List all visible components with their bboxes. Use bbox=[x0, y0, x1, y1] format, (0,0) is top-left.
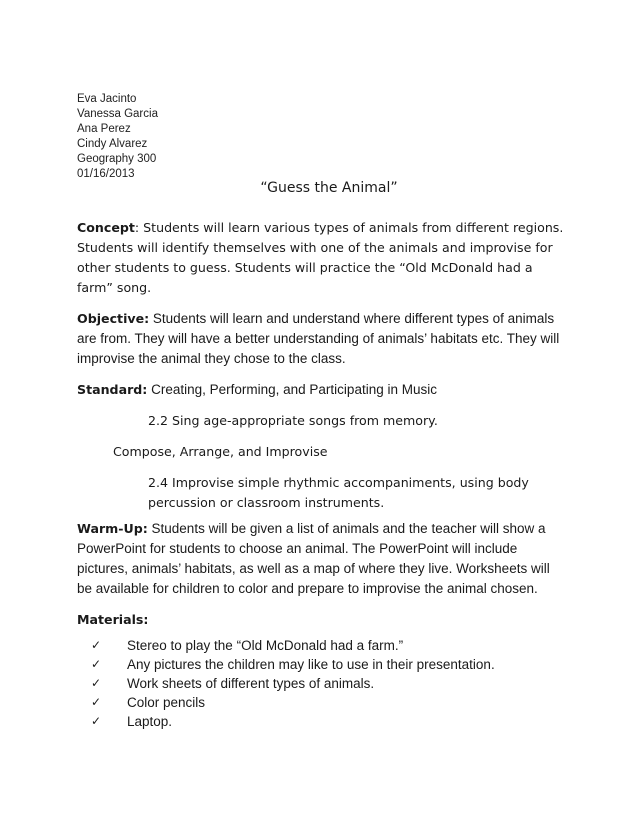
concept-label: Concept bbox=[77, 220, 135, 235]
objective-text: Students will learn and understand where different types of animals are from. They will have a better understanding of animals’ habitats etc. They will improvise the animal they chose to the class. bbox=[77, 311, 560, 366]
objective-label: Objective: bbox=[77, 311, 150, 326]
objective-paragraph bbox=[77, 309, 567, 369]
materials-heading bbox=[77, 610, 567, 630]
list-item bbox=[91, 636, 567, 655]
author-header bbox=[77, 92, 158, 182]
standard-paragraph bbox=[77, 380, 567, 400]
check-mark-icon: ✓ bbox=[91, 638, 102, 652]
author-line: Eva Jacinto bbox=[77, 93, 137, 105]
list-item bbox=[91, 655, 567, 674]
list-item bbox=[91, 693, 567, 712]
date-line: 01/16/2013 bbox=[77, 168, 135, 180]
standard-sub-heading: Compose, Arrange, and Improvise bbox=[113, 444, 328, 459]
document-body bbox=[77, 218, 567, 731]
check-mark-icon: ✓ bbox=[91, 657, 102, 671]
standard-label: Standard: bbox=[77, 382, 148, 397]
check-mark-icon: ✓ bbox=[91, 676, 102, 690]
author-line: Vanessa Garcia bbox=[77, 108, 158, 120]
concept-paragraph bbox=[77, 218, 567, 298]
list-item-text: Any pictures the children may like to use in their presentation. bbox=[127, 657, 495, 672]
standard-text: Creating, Performing, and Participating in Music bbox=[147, 382, 437, 397]
list-item bbox=[91, 712, 567, 731]
author-line: Cindy Alvarez bbox=[77, 138, 148, 150]
standard-item-2-2: 2.2 Sing age-appropriate songs from memory. bbox=[148, 413, 438, 428]
list-item-text: Color pencils bbox=[127, 695, 206, 710]
warmup-text: Students will be given a list of animals and the teacher will show a PowerPoint for students to choose an animal. The PowerPoint will include pictures, animals’ habitats, as well as a map of where they live. Worksheets will be available for children to color and prepare to improvise the animal chosen. bbox=[77, 521, 550, 596]
warmup-label: Warm-Up: bbox=[77, 521, 148, 536]
check-mark-icon: ✓ bbox=[91, 714, 102, 728]
standard-item-2-4: 2.4 Improvise simple rhythmic accompaniments, using body percussion or classroom instruments. bbox=[148, 475, 529, 510]
document-title: “Guess the Animal” bbox=[260, 180, 398, 196]
warmup-paragraph bbox=[77, 519, 567, 599]
course-line: Geography 300 bbox=[77, 153, 157, 165]
list-item-text: Stereo to play the “Old McDonald had a farm.” bbox=[127, 638, 404, 653]
list-item-text: Work sheets of different types of animals. bbox=[127, 676, 375, 691]
check-mark-icon: ✓ bbox=[91, 695, 102, 709]
materials-list bbox=[77, 636, 567, 731]
author-line: Ana Perez bbox=[77, 123, 131, 135]
list-item-text: Laptop. bbox=[127, 714, 173, 729]
materials-label: Materials: bbox=[77, 612, 149, 627]
concept-text: : Students will learn various types of animals from different regions. Students will identify themselves with one of the animals and improvise for other students to guess. Students will practice the “Old McDonald had a farm” song. bbox=[77, 220, 564, 295]
list-item bbox=[91, 674, 567, 693]
